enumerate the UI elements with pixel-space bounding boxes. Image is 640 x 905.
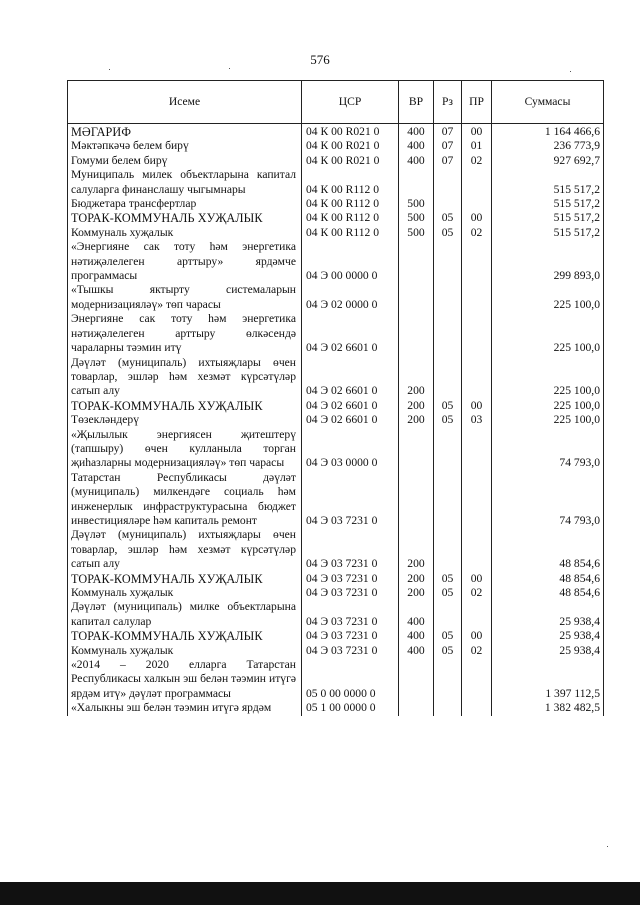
cell-sum: 25 938,4 [492, 644, 604, 658]
cell-pr [462, 240, 492, 283]
cell-sum: 225 100,0 [492, 399, 604, 413]
cell-rz [434, 701, 462, 715]
table-row [68, 528, 604, 571]
cell-name: «Тышкы яктырту системаларын модернизацияләү» төп чарасы [68, 283, 302, 312]
cell-csr: 04 Э 03 7231 0 [302, 644, 399, 658]
table-row [68, 154, 604, 168]
table-row [68, 586, 604, 600]
table-row [68, 399, 604, 413]
cell-name: Коммуналь хуҗалык [68, 226, 302, 240]
cell-sum: 515 517,2 [492, 226, 604, 240]
cell-pr [462, 701, 492, 715]
table-row [68, 226, 604, 240]
cell-vr [399, 658, 434, 701]
header-sum: Суммасы [492, 81, 604, 124]
cell-csr: 04 Э 00 0000 0 [302, 240, 399, 283]
header-csr: ЦСР [302, 81, 399, 124]
cell-vr [399, 428, 434, 471]
cell-sum: 48 854,6 [492, 528, 604, 571]
cell-pr [462, 528, 492, 571]
cell-pr: 00 [462, 399, 492, 413]
cell-csr: 04 Э 02 6601 0 [302, 312, 399, 355]
cell-pr [462, 197, 492, 211]
cell-vr: 400 [399, 600, 434, 629]
table-row [68, 644, 604, 658]
cell-pr: 00 [462, 211, 492, 225]
header-pr: ПР [462, 81, 492, 124]
cell-name: Муниципаль милек объектларына капитал салуларга финанслашу чыгымнары [68, 168, 302, 197]
scan-edge-bar [0, 882, 640, 905]
cell-name: Гомуми белем бирү [68, 154, 302, 168]
cell-pr [462, 283, 492, 312]
cell-pr [462, 471, 492, 529]
cell-rz [434, 197, 462, 211]
cell-csr: 04 Э 02 6601 0 [302, 413, 399, 427]
cell-vr: 200 [399, 356, 434, 399]
cell-csr: 04 Э 03 7231 0 [302, 629, 399, 643]
cell-sum: 225 100,0 [492, 413, 604, 427]
cell-vr: 400 [399, 139, 434, 153]
cell-name: Бюджетара трансфертлар [68, 197, 302, 211]
cell-name: Мәктәпкәчә белем бирү [68, 139, 302, 153]
cell-csr: 04 Э 02 0000 0 [302, 283, 399, 312]
table-row [68, 139, 604, 153]
scan-speck [109, 69, 110, 70]
cell-sum: 25 938,4 [492, 629, 604, 643]
cell-pr: 02 [462, 154, 492, 168]
cell-name: ТОРАК-КОММУНАЛЬ ХУҖАЛЫК [68, 629, 302, 643]
cell-pr: 00 [462, 629, 492, 643]
page-number: 576 [310, 52, 330, 67]
cell-csr: 04 К 00 R021 0 [302, 124, 399, 140]
cell-name: Төзекләндерү [68, 413, 302, 427]
cell-vr: 500 [399, 197, 434, 211]
table-row [68, 197, 604, 211]
cell-name: Татарстан Республикасы дәүләт (муниципаль) милкендәге социаль һәм инженерлык инфраструктурасына бюджет инвестицияләре һәм капиталь ремонт [68, 471, 302, 529]
cell-pr: 03 [462, 413, 492, 427]
cell-name: Дәүләт (муниципаль) милке объектларына капитал салулар [68, 600, 302, 629]
cell-csr: 04 Э 03 0000 0 [302, 428, 399, 471]
cell-pr [462, 658, 492, 701]
table-row [68, 168, 604, 197]
cell-pr: 01 [462, 139, 492, 153]
cell-sum: 927 692,7 [492, 154, 604, 168]
cell-name: Дәүләт (муниципаль) ихтыяҗлары өчен товарлар, эшләр һәм хезмәт күрсәтүләр сатып алу [68, 356, 302, 399]
cell-sum: 25 938,4 [492, 600, 604, 629]
cell-pr: 00 [462, 124, 492, 140]
scan-speck [570, 71, 571, 72]
cell-name: «Энергияне сак тоту һәм энергетика нәтиҗәлелеген арттыру» ярдәмче программасы [68, 240, 302, 283]
cell-rz: 05 [434, 572, 462, 586]
table-row [68, 701, 604, 715]
cell-vr: 200 [399, 528, 434, 571]
cell-csr: 04 Э 02 6601 0 [302, 399, 399, 413]
cell-csr: 05 1 00 0000 0 [302, 701, 399, 715]
table-body [68, 124, 604, 716]
cell-name: Коммуналь хуҗалык [68, 644, 302, 658]
cell-name: «Җылылык энергиясен җитештерү (тапшыру) өчен кулланыла торган җиһазларны модернизацияләү» төп чарасы [68, 428, 302, 471]
cell-sum: 1 397 112,5 [492, 658, 604, 701]
scan-speck [607, 846, 608, 847]
cell-rz [434, 600, 462, 629]
cell-rz [434, 428, 462, 471]
table-row [68, 356, 604, 399]
cell-vr [399, 471, 434, 529]
cell-csr: 04 Э 03 7231 0 [302, 471, 399, 529]
cell-name: Коммуналь хуҗалык [68, 586, 302, 600]
cell-vr [399, 701, 434, 715]
cell-rz: 05 [434, 226, 462, 240]
cell-pr [462, 428, 492, 471]
table-row [68, 658, 604, 701]
cell-rz [434, 658, 462, 701]
cell-rz [434, 471, 462, 529]
table-row [68, 428, 604, 471]
table-row [68, 600, 604, 629]
cell-sum: 48 854,6 [492, 586, 604, 600]
cell-vr: 400 [399, 629, 434, 643]
cell-name: ТОРАК-КОММУНАЛЬ ХУҖАЛЫК [68, 399, 302, 413]
cell-sum: 515 517,2 [492, 197, 604, 211]
cell-name: «2014 – 2020 елларга Татарстан Республикасы халкын эш белән тәэмин итүгә ярдәм итү» дәүләт программасы [68, 658, 302, 701]
cell-rz: 05 [434, 644, 462, 658]
cell-sum: 225 100,0 [492, 283, 604, 312]
cell-name: «Халыкны эш белән тәэмин итүгә ярдәм [68, 701, 302, 715]
cell-pr: 02 [462, 644, 492, 658]
table-row [68, 572, 604, 586]
cell-rz: 05 [434, 211, 462, 225]
table-row [68, 283, 604, 312]
header-name: Исеме [68, 81, 302, 124]
cell-csr: 04 К 00 R112 0 [302, 211, 399, 225]
table-row [68, 211, 604, 225]
cell-rz: 05 [434, 399, 462, 413]
cell-sum: 515 517,2 [492, 168, 604, 197]
cell-pr: 02 [462, 586, 492, 600]
cell-rz: 05 [434, 413, 462, 427]
cell-csr: 04 Э 02 6601 0 [302, 356, 399, 399]
cell-sum: 236 773,9 [492, 139, 604, 153]
cell-vr [399, 240, 434, 283]
header-rz: Рз [434, 81, 462, 124]
scan-speck [229, 68, 230, 69]
cell-rz [434, 356, 462, 399]
table-row [68, 124, 604, 140]
cell-name: Энергияне сак тоту һәм энергетика нәтиҗәлелеген арттыру өлкәсендә чараларны тәэмин итү [68, 312, 302, 355]
cell-rz: 07 [434, 139, 462, 153]
cell-name: МӘГАРИФ [68, 124, 302, 140]
cell-vr [399, 283, 434, 312]
cell-sum: 74 793,0 [492, 428, 604, 471]
cell-csr: 04 Э 03 7231 0 [302, 572, 399, 586]
cell-vr: 400 [399, 644, 434, 658]
cell-csr: 04 К 00 R021 0 [302, 154, 399, 168]
table-row [68, 413, 604, 427]
cell-rz: 07 [434, 154, 462, 168]
cell-sum: 48 854,6 [492, 572, 604, 586]
cell-csr: 04 К 00 R021 0 [302, 139, 399, 153]
cell-vr: 500 [399, 226, 434, 240]
table-header-row [68, 81, 604, 124]
cell-sum: 299 893,0 [492, 240, 604, 283]
cell-vr: 500 [399, 211, 434, 225]
cell-pr: 02 [462, 226, 492, 240]
budget-table [67, 80, 604, 716]
cell-pr [462, 600, 492, 629]
cell-rz [434, 528, 462, 571]
table-row [68, 240, 604, 283]
cell-vr: 400 [399, 154, 434, 168]
cell-name: ТОРАК-КОММУНАЛЬ ХУҖАЛЫК [68, 211, 302, 225]
cell-sum: 515 517,2 [492, 211, 604, 225]
cell-vr: 200 [399, 586, 434, 600]
cell-pr [462, 312, 492, 355]
cell-rz [434, 283, 462, 312]
cell-sum: 1 164 466,6 [492, 124, 604, 140]
cell-sum: 74 793,0 [492, 471, 604, 529]
cell-rz [434, 312, 462, 355]
table-row [68, 312, 604, 355]
cell-vr: 200 [399, 572, 434, 586]
cell-pr [462, 168, 492, 197]
cell-rz [434, 168, 462, 197]
cell-vr [399, 312, 434, 355]
cell-csr: 04 Э 03 7231 0 [302, 528, 399, 571]
cell-sum: 1 382 482,5 [492, 701, 604, 715]
header-vr: ВР [399, 81, 434, 124]
cell-csr: 05 0 00 0000 0 [302, 658, 399, 701]
cell-pr: 00 [462, 572, 492, 586]
cell-rz: 05 [434, 629, 462, 643]
cell-csr: 04 Э 03 7231 0 [302, 586, 399, 600]
cell-rz [434, 240, 462, 283]
cell-csr: 04 К 00 R112 0 [302, 168, 399, 197]
cell-sum: 225 100,0 [492, 356, 604, 399]
cell-vr: 400 [399, 124, 434, 140]
cell-name: Дәүләт (муниципаль) ихтыяҗлары өчен товарлар, эшләр һәм хезмәт күрсәтүләр сатып алу [68, 528, 302, 571]
table-row [68, 629, 604, 643]
cell-csr: 04 Э 03 7231 0 [302, 600, 399, 629]
table-row [68, 471, 604, 529]
cell-vr [399, 168, 434, 197]
cell-pr [462, 356, 492, 399]
cell-vr: 200 [399, 399, 434, 413]
cell-csr: 04 К 00 R112 0 [302, 197, 399, 211]
cell-vr: 200 [399, 413, 434, 427]
cell-name: ТОРАК-КОММУНАЛЬ ХУҖАЛЫК [68, 572, 302, 586]
cell-rz: 07 [434, 124, 462, 140]
cell-sum: 225 100,0 [492, 312, 604, 355]
cell-csr: 04 К 00 R112 0 [302, 226, 399, 240]
cell-rz: 05 [434, 586, 462, 600]
